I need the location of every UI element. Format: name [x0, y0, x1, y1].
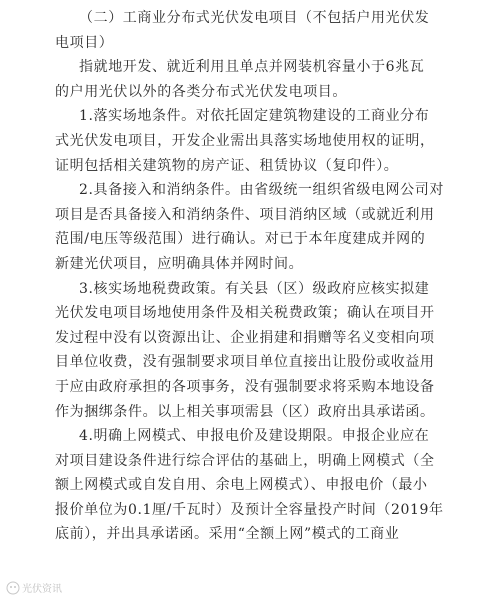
document-line: 1.落实场地条件。对依托固定建筑物建设的工商业分布	[79, 108, 430, 125]
document-line: 范围/电压等级范围）进行确认。对已于本年度建成并网的	[55, 231, 426, 248]
document-line: 作为捆绑条件。以上相关事项需县（区）政府出具承诺函。	[55, 403, 435, 420]
document-line: 式光伏发电项目，开发企业需出具落实场地使用权的证明，	[55, 132, 435, 149]
document-line: 4.明确上网模式、申报电价及建设期限。申报企业应在	[79, 428, 430, 445]
document-line: 3.核实场地税费政策。有关县（区）级政府应核实拟建	[79, 280, 430, 297]
document-line: 证明包括相关建筑物的房产证、租赁协议（复印件）。	[55, 157, 399, 174]
document-line: 额上网模式或自发自用、余电上网模式）、申报电价（最小	[55, 477, 428, 494]
document-line: 于应由政府承担的各项事务，没有强制要求将采购本地设备	[55, 378, 435, 395]
document-line: 新建光伏项目，应明确具体并网时间。	[55, 255, 304, 272]
document-line: 底前），并出具承诺函。采用“全额上网”模式的工商业	[55, 526, 400, 543]
document-line: 指就地开发、就近利用且单点并网装机容量小于6兆瓦	[79, 59, 425, 76]
wechat-logo-icon	[6, 581, 20, 595]
document-line: 电项目）	[55, 34, 114, 51]
watermark	[6, 580, 62, 595]
document-line: 2.具备接入和消纳条件。由省级统一组织省级电网公司对	[79, 182, 444, 199]
document-line: 目单位收费，没有强制要求项目单位直接出让股份或收益用	[55, 354, 435, 371]
document-line: 报价单位为0.1厘/千瓦时）及预计全容量投产时间（2019年	[55, 501, 444, 518]
document-line: 光伏发电项目场地使用条件及相关税费政策；确认在项目开	[55, 305, 435, 322]
watermark-text: 光伏资讯	[22, 584, 62, 595]
document-line: 的户用光伏以外的各类分布式光伏发电项目。	[55, 83, 347, 100]
document-line: 发过程中没有以资源出让、企业捐建和捐赠等名义变相向项	[55, 329, 435, 346]
document-line: 对项目建设条件进行综合评估的基础上，明确上网模式（全	[55, 452, 435, 469]
document-line: 项目是否具备接入和消纳条件、项目消纳区域（或就近利用	[55, 206, 435, 223]
document-line: （二）工商业分布式光伏发电项目（不包括户用光伏发	[79, 10, 430, 26]
